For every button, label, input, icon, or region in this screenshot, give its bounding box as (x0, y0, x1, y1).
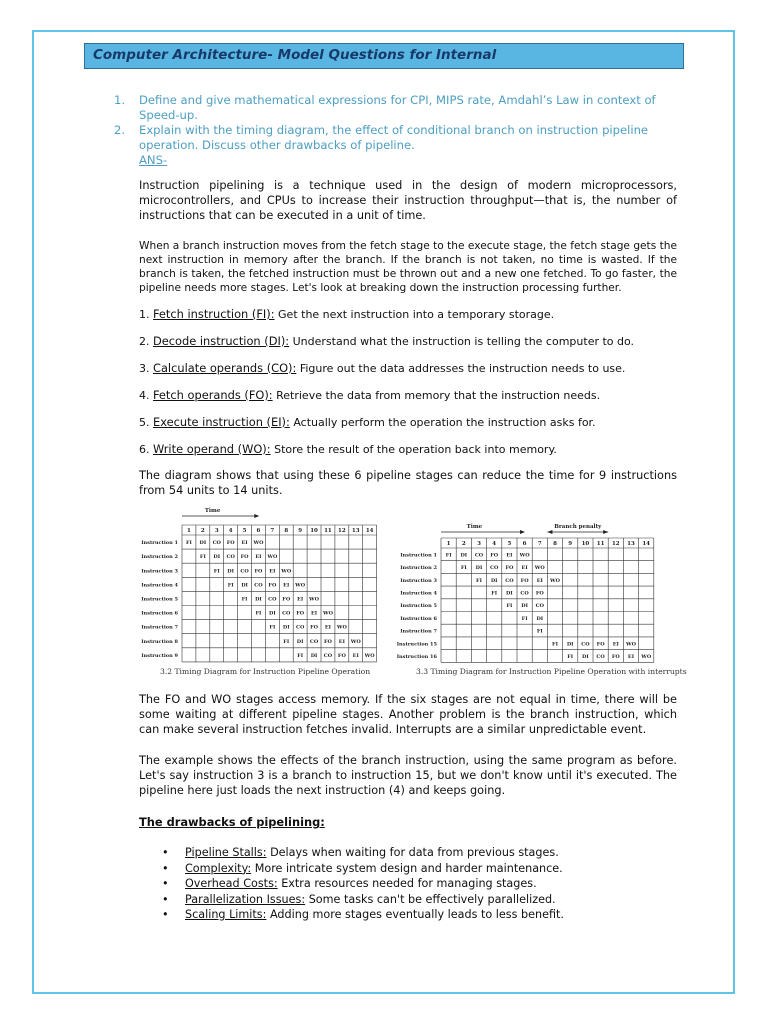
column-header: 12 (338, 528, 346, 534)
stage-cell: WO (626, 641, 636, 648)
timing-diagram-2 (396, 524, 656, 668)
stage-cell: DI (460, 552, 468, 559)
column-header: 8 (553, 541, 557, 547)
page-header (84, 43, 684, 69)
column-header: 13 (351, 528, 360, 534)
question-item (114, 123, 679, 168)
column-header: 1 (187, 528, 191, 534)
stage-item (139, 415, 596, 429)
timing-diagram-1-svg (141, 508, 380, 666)
stage-cell: CO (268, 596, 277, 603)
stage-cell: CO (226, 554, 235, 561)
column-header: 14 (365, 528, 374, 534)
stage-cell: FO (254, 568, 263, 575)
drawback-item (162, 861, 564, 877)
stage-cell: CO (596, 653, 605, 660)
column-header: 2 (461, 541, 466, 547)
stage-cell: EI (324, 624, 332, 631)
stage-cell: DI (269, 610, 276, 617)
bullet-icon: • (162, 861, 169, 875)
drawback-desc: More intricate system design and harder maintenance. (254, 861, 563, 875)
timing-diagram-1 (141, 508, 380, 670)
stage-desc: Actually perform the operation the instruction asks for. (293, 416, 596, 429)
stage-cell: WO (364, 652, 375, 659)
row-label: Instruction 9 (141, 652, 178, 659)
stage-name: Calculate operands (CO): (153, 361, 297, 375)
row-label: Instruction 6 (141, 610, 178, 617)
stage-cell: DI (255, 596, 262, 603)
stage-cell: FO (535, 590, 544, 597)
branch-penalty-label: Branch penalty (554, 524, 602, 530)
drawback-name: Parallelization Issues: (185, 892, 306, 906)
question-number: 1. (114, 93, 126, 107)
stage-cell: FI (297, 652, 304, 659)
drawback-item (162, 876, 564, 892)
stage-name: Execute instruction (EI): (153, 415, 290, 429)
stage-cell: FI (227, 582, 234, 589)
stage-cell: CO (505, 577, 514, 584)
stage-cell: FO (296, 610, 305, 617)
stage-cell: DI (199, 540, 207, 547)
stage-cell: WO (253, 540, 264, 547)
stage-cell: CO (520, 590, 529, 597)
stage-cell: EI (521, 565, 528, 572)
column-header: 11 (596, 541, 605, 547)
stage-cell: DI (310, 652, 318, 659)
memory-paragraph: The FO and WO stages access memory. If the six stages are not equal in time, there will be some waiting at different pipeline stages. Another problem is the branch instruction, which can make several instruction fetches invalid. Interrupts are a similar unpredictable event. (139, 693, 677, 736)
example-paragraph: The example shows the effects of the branch instruction, using the same program as before. Let's say instruction 3 is a branch to instruction 15, but we don't know until it's executed. The pipeline here just loads the next instruction (4) and keeps going. (139, 754, 677, 797)
row-label: Instruction 3 (141, 568, 178, 575)
column-header: 10 (310, 528, 318, 534)
stage-cell: EI (627, 653, 635, 660)
stage-cell: CO (474, 552, 484, 559)
stage-cell: DI (282, 624, 290, 631)
stage-cell: FO (611, 653, 620, 660)
stage-cell: DI (536, 615, 544, 622)
stage-name: Fetch instruction (FI): (153, 307, 275, 321)
stage-cell: FI (460, 565, 467, 572)
stage-cell: FI (536, 628, 543, 635)
stage-cell: FI (283, 638, 290, 645)
stage-cell: WO (295, 582, 306, 589)
stage-cell: EI (536, 577, 543, 584)
stage-item (139, 307, 554, 321)
drawback-name: Overhead Costs: (185, 877, 278, 890)
stage-cell: FI (567, 653, 574, 660)
column-header: 2 (200, 528, 205, 534)
stage-item (139, 388, 600, 402)
stage-cell: EI (283, 582, 290, 589)
column-header: 9 (568, 541, 573, 547)
drawbacks-list (162, 845, 564, 923)
stage-cell: CO (254, 582, 263, 589)
column-header: 5 (242, 528, 247, 534)
drawback-name: Complexity: (185, 861, 252, 875)
stage-cell: FO (337, 652, 346, 659)
stage-cell: EI (297, 596, 304, 603)
stage-cell: EI (241, 540, 248, 547)
stage-name: Write operand (WO): (153, 442, 271, 456)
row-label: Instruction 2 (141, 554, 178, 561)
stage-cell: DI (296, 638, 304, 645)
bullet-icon: • (162, 846, 169, 859)
stage-cell: CO (581, 641, 590, 648)
stage-cell: FI (445, 552, 452, 559)
stage-desc: Understand what the instruction is telling the computer to do. (292, 335, 635, 348)
intro-paragraph: Instruction pipelining is a technique used in the design of modern microprocessors, microcontrollers, and CPUs to increase their instruction throughput—that is, the number of instructions that can be executed in a unit of time. (139, 179, 677, 222)
drawbacks-title: The drawbacks of pipelining: (139, 815, 325, 829)
drawback-desc: Extra resources needed for managing stages. (281, 877, 537, 890)
row-label: Instruction 2 (400, 565, 437, 572)
stage-number: 4. (139, 389, 150, 402)
row-label: Instruction 16 (396, 653, 437, 660)
timing-diagram-2-svg (396, 524, 656, 664)
stage-number: 2. (139, 335, 150, 348)
stage-number: 3. (139, 362, 150, 375)
figure-caption-2: 3.3 Timing Diagram for Instruction Pipeline Operation with interrupts (416, 667, 687, 676)
stage-cell: FI (476, 577, 482, 584)
stage-cell: FO (596, 641, 605, 648)
question-text: Explain with the timing diagram, the effect of conditional branch on instruction pipeline operation. Discuss other drawbacks of pipeline. (139, 123, 649, 152)
stage-cell: WO (519, 552, 530, 559)
column-header: 5 (507, 541, 512, 547)
stage-cell: FO (268, 582, 277, 589)
column-header: 11 (324, 528, 332, 534)
stage-cell: WO (322, 610, 333, 617)
branch-penalty-head-left (547, 530, 552, 534)
column-header: 6 (256, 528, 261, 534)
question-number: 2. (114, 123, 126, 137)
stage-cell: WO (309, 596, 320, 603)
bullet-icon: • (162, 892, 169, 906)
stage-cell: FO (310, 624, 319, 631)
header-title: Computer Architecture- Model Questions for Internal (93, 47, 497, 63)
drawback-desc: Adding more stages eventually leads to less benefit. (269, 908, 564, 921)
column-header: 7 (537, 541, 542, 547)
stage-cell: WO (281, 568, 292, 575)
stage-cell: EI (255, 554, 262, 561)
stage-cell: FI (213, 568, 220, 575)
stage-name: Fetch operands (FO): (153, 388, 273, 402)
stage-cell: FI (241, 596, 248, 603)
stage-cell: DI (566, 641, 574, 648)
question-list (114, 93, 679, 168)
stage-cell: EI (506, 552, 513, 559)
stage-cell: CO (212, 540, 221, 547)
stage-cell: CO (535, 603, 544, 610)
stage-cell: WO (350, 638, 361, 645)
column-header: 9 (298, 528, 303, 534)
stage-cell: DI (506, 590, 513, 597)
stage-name: Decode instruction (DI): (153, 334, 290, 348)
stage-desc: Figure out the data addresses the instruction needs to use. (299, 362, 626, 375)
stage-cell: FO (520, 577, 529, 584)
stage-item (139, 442, 557, 456)
stage-cell: FO (505, 565, 514, 572)
stage-cell: DI (475, 565, 483, 572)
question-text: Define and give mathematical expressions for CPI, MIPS rate, Amdahl’s Law in context of Speed-up. (139, 93, 656, 122)
stage-cell: FI (521, 615, 528, 622)
time-label: Time (466, 524, 483, 530)
drawback-item (162, 845, 564, 861)
drawback-item (162, 892, 564, 908)
stage-number: 5. (139, 416, 150, 429)
column-header: 6 (522, 541, 527, 547)
drawback-item (162, 907, 564, 923)
stage-cell: DI (490, 577, 498, 584)
stage-cell: EI (310, 610, 318, 617)
stage-cell: FI (506, 603, 513, 610)
stage-cell: CO (295, 624, 305, 631)
stage-cell: FO (323, 638, 332, 645)
column-header: 3 (477, 541, 481, 547)
stage-cell: DI (521, 603, 528, 610)
stage-cell: CO (323, 652, 333, 659)
stage-item (139, 361, 625, 375)
stage-cell: FI (255, 610, 262, 617)
stage-cell: FO (282, 596, 291, 603)
stage-cell: WO (641, 653, 652, 660)
column-header: 8 (284, 528, 289, 534)
stage-cell: EI (352, 652, 359, 659)
stage-cell: FI (186, 540, 192, 547)
column-header: 14 (642, 541, 651, 547)
stage-cell: CO (309, 638, 319, 645)
row-label: Instruction 7 (400, 628, 437, 635)
column-header: 7 (270, 528, 275, 534)
time-label: Time (204, 508, 221, 514)
stage-cell: DI (227, 568, 234, 575)
row-label: Instruction 8 (141, 638, 178, 645)
stage-cell: DI (213, 554, 221, 561)
row-label: Instruction 4 (400, 590, 437, 597)
stage-cell: FI (552, 641, 558, 648)
column-header: 4 (228, 528, 233, 534)
stage-cell: CO (490, 565, 499, 572)
column-header: 10 (581, 541, 590, 547)
stage-cell: FI (269, 624, 276, 631)
branch-penalty-head-right (603, 530, 608, 534)
column-header: 1 (446, 541, 451, 547)
row-label: Instruction 5 (141, 596, 178, 603)
drawback-name: Scaling Limits: (185, 908, 267, 921)
stage-item (139, 334, 634, 348)
question-item (114, 93, 679, 123)
stage-cell: CO (240, 568, 249, 575)
row-label: Instruction 15 (396, 641, 437, 648)
branch-paragraph: When a branch instruction moves from the fetch stage to the execute stage, the fetch stage gets the next instruction in memory after the branch. If the branch is not taken, no time is wasted. If the branch is taken, the fetched instruction must be thrown out and a new one fetched. To go faster, the pipeline needs more stages. Let's look at breaking down the instruction processing further. (139, 240, 677, 294)
row-label: Instruction 3 (400, 577, 437, 584)
row-label: Instruction 7 (141, 624, 178, 631)
row-label: Instruction 1 (141, 540, 178, 547)
drawback-name: Pipeline Stalls: (185, 846, 267, 859)
stage-cell: WO (336, 624, 347, 631)
figure-caption-1: 3.2 Timing Diagram for Instruction Pipeline Operation (160, 667, 371, 676)
stage-cell: DI (582, 653, 589, 660)
column-header: 12 (611, 541, 620, 547)
row-label: Instruction 4 (141, 582, 178, 589)
bullet-icon: • (162, 877, 169, 890)
time-arrow-head (254, 514, 259, 518)
stage-cell: FI (199, 554, 206, 561)
stage-number: 6. (139, 443, 150, 456)
stage-cell: WO (550, 577, 560, 584)
stage-cell: EI (338, 638, 345, 645)
bullet-icon: • (162, 908, 169, 921)
stage-desc: Retrieve the data from memory that the instruction needs. (276, 389, 601, 402)
stage-cell: DI (241, 582, 248, 589)
stage-cell: FO (240, 554, 249, 561)
column-header: 13 (627, 541, 635, 547)
row-label: Instruction 5 (400, 603, 437, 610)
stage-desc: Get the next instruction into a temporary storage. (278, 308, 555, 321)
time-arrow-head (520, 530, 525, 534)
stage-cell: EI (612, 641, 619, 648)
column-header: 4 (492, 541, 497, 547)
stage-number: 1. (139, 308, 150, 321)
stage-cell: WO (534, 565, 545, 572)
stage-cell: FO (226, 540, 235, 547)
stage-cell: FI (491, 590, 498, 597)
stage-cell: FO (490, 552, 499, 559)
drawback-desc: Some tasks can't be effectively parallelized. (308, 892, 556, 906)
answer-label: ANS- (139, 153, 168, 167)
stage-cell: EI (269, 568, 276, 575)
stage-cell: WO (267, 554, 278, 561)
row-label: Instruction 6 (400, 615, 437, 622)
stage-cell: CO (282, 610, 291, 617)
drawback-desc: Delays when waiting for data from previous stages. (270, 846, 559, 859)
row-label: Instruction 1 (400, 552, 437, 559)
stage-desc: Store the result of the operation back into memory. (274, 443, 557, 456)
diagram-paragraph: The diagram shows that using these 6 pipeline stages can reduce the time for 9 instructions from 54 units to 14 units. (139, 469, 677, 497)
column-header: 3 (214, 528, 219, 534)
